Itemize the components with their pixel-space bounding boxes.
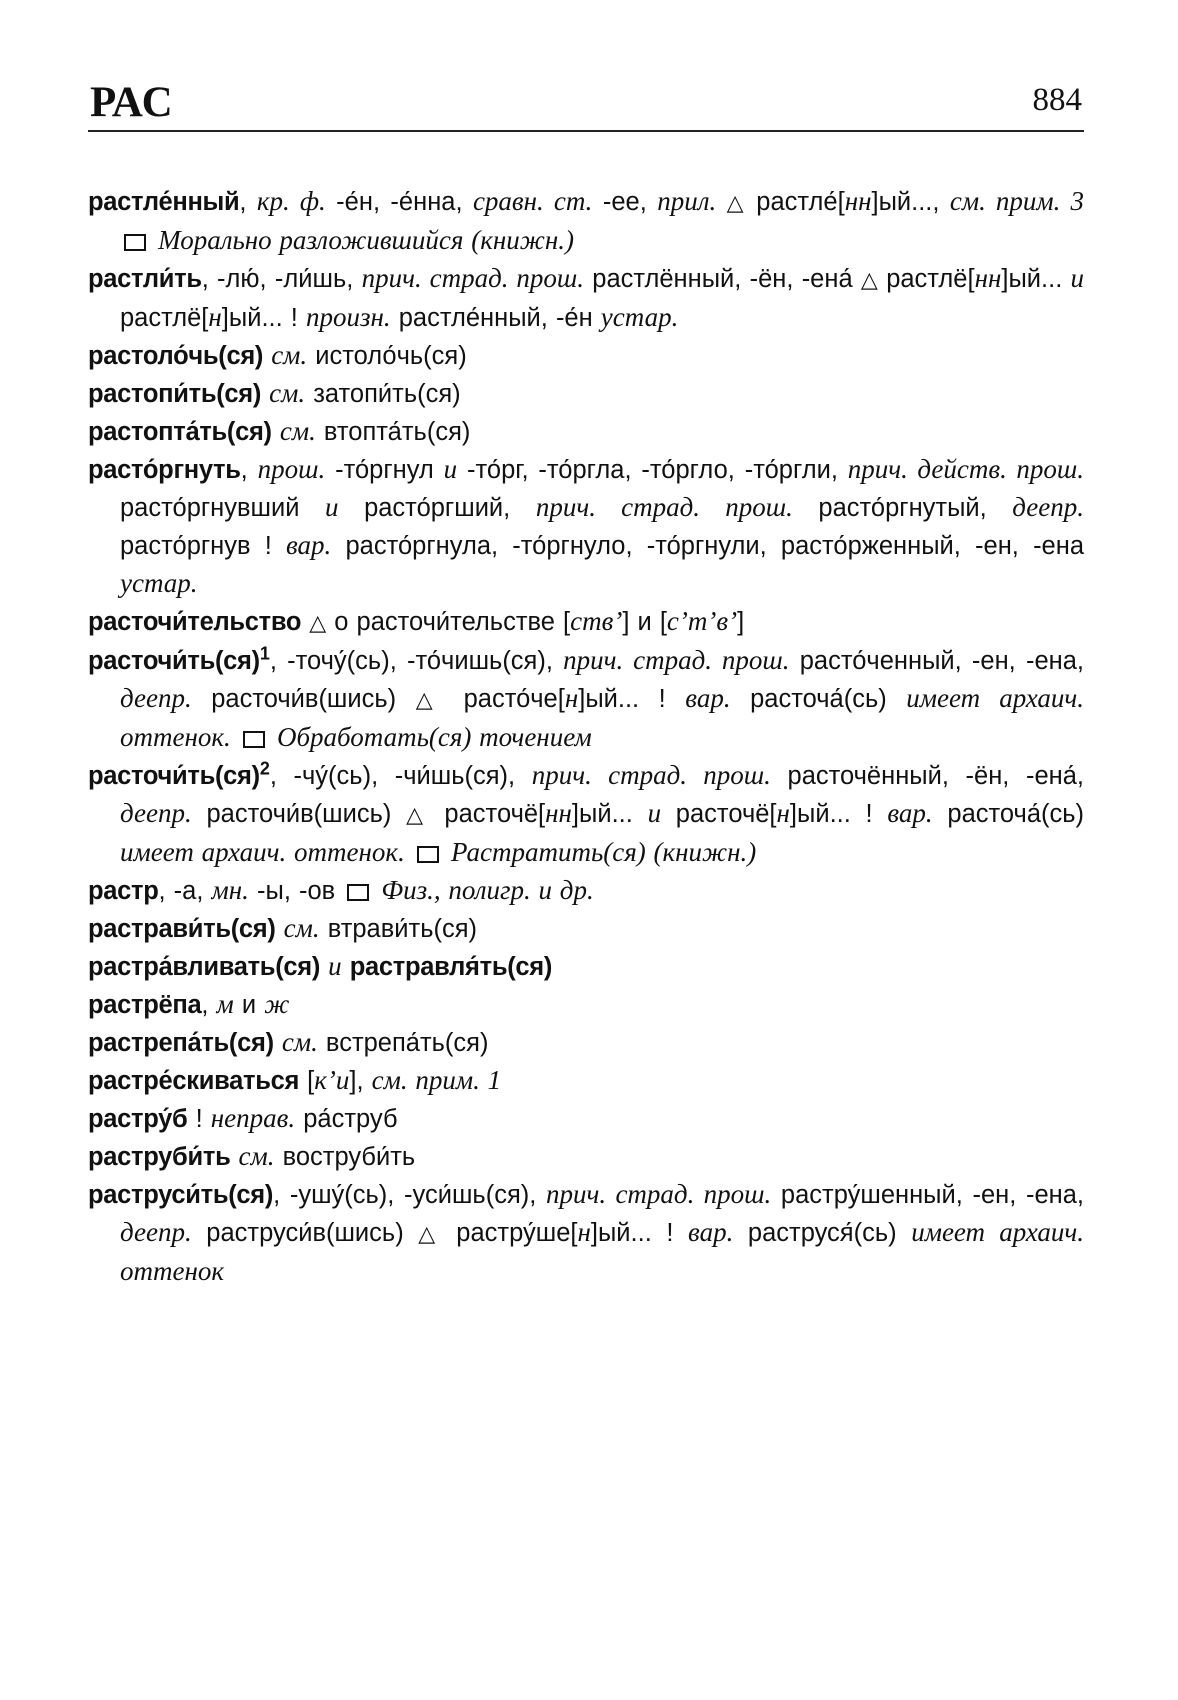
entry-text: ]ый... ! — [578, 685, 686, 713]
grammar-note: см. — [279, 416, 316, 446]
headword: растре́скиваться — [88, 1067, 300, 1095]
dictionary-entry — [88, 451, 1084, 603]
entry-text: , -точу́(сь), -то́чишь(ся), — [269, 647, 564, 675]
entry-text — [443, 839, 451, 867]
entry-text: расто́ргнутый, — [792, 494, 1013, 522]
grammar-note: вар. — [685, 683, 731, 713]
entry-text: и — [233, 991, 265, 1019]
header-rule — [88, 130, 1084, 132]
grammar-note: см. прим. 3 — [949, 186, 1084, 216]
grammar-note: н — [577, 1217, 591, 1247]
grammar-note: и — [328, 951, 342, 981]
entry-text: ], — [349, 1067, 372, 1095]
dictionary-entry — [88, 183, 1084, 260]
homonym-index: 1 — [259, 643, 270, 664]
grammar-note: прич. страд. прош. — [361, 263, 585, 293]
grammar-note: Растратить(ся) (книжн.) — [451, 837, 757, 867]
entry-text: -е́н, -е́нна, — [325, 188, 473, 216]
headword: растр — [88, 877, 159, 905]
entry-text — [320, 953, 328, 981]
entry-text: ]ый... — [571, 800, 648, 828]
entry-text — [276, 915, 284, 943]
entry-text: ]ый..., — [871, 188, 950, 216]
entry-text: расточи́в(шись) — [191, 685, 416, 713]
entry-text: , -лю́, -ли́шь, — [201, 265, 362, 293]
entry-text — [231, 724, 239, 752]
grammar-note: м — [216, 989, 234, 1019]
entry-text — [716, 188, 726, 216]
headword: растопи́ть(ся) — [88, 380, 262, 408]
grammar-note: н — [208, 302, 222, 332]
grammar-note: с’т’в’ — [666, 606, 738, 636]
grammar-note: ств’ — [570, 606, 623, 636]
entry-text: растру́ше[ — [441, 1219, 578, 1247]
entry-text: расточи́в(шись) — [191, 800, 407, 828]
entry-text: расточённый, -ён, -ена́, — [770, 762, 1084, 790]
grammar-note: имеет архаич. оттенок. — [120, 683, 1084, 752]
headword: расто́ргнуть — [88, 456, 241, 484]
entry-text: расто́ргнув ! — [120, 532, 287, 560]
entry-text: расточа́(сь) — [730, 685, 907, 713]
dictionary-entry — [88, 603, 1084, 642]
entry-text: истоло́чь(ся) — [307, 342, 467, 370]
page-header — [88, 72, 1084, 132]
dictionary-entry — [88, 1176, 1084, 1291]
entry-text: расточё[ — [661, 800, 777, 828]
entry-text: , — [240, 456, 258, 484]
entry-text: расто́ргнувший — [120, 494, 326, 522]
grammar-note: имеет архаич. оттенок — [120, 1217, 1085, 1286]
headword: расточи́ть(ся) — [88, 762, 260, 790]
dictionary-entry — [88, 757, 1084, 872]
grammar-note: Морально разложившийся (книжн.) — [158, 225, 574, 255]
grammar-note: нн — [844, 186, 872, 216]
dictionary-entry — [88, 910, 1084, 948]
entry-text: [ — [299, 1067, 315, 1095]
dictionary-entry — [88, 375, 1084, 413]
grammar-note: см. — [271, 340, 308, 370]
grammar-note: ж — [264, 989, 290, 1019]
entry-text: растлё[ — [120, 304, 209, 332]
entry-text: ]ый... ! — [789, 800, 888, 828]
entry-text: ]ый... ! — [590, 1219, 689, 1247]
entry-text: расто́ргнула, -то́ргнуло, -то́ргнули, расто́рженный, -ен, -ена — [331, 532, 1085, 560]
grammar-note: нн — [974, 263, 1002, 293]
grammar-note: и — [647, 798, 662, 828]
grammar-note: и — [325, 492, 339, 522]
headword: раструби́ть — [88, 1143, 231, 1171]
headword: растру́б — [88, 1105, 188, 1133]
grammar-note: прич. страд. прош. — [531, 760, 771, 790]
grammar-note: прош. — [257, 454, 326, 484]
grammar-note: деепр. — [120, 798, 192, 828]
entry-text: расто́ченный, -ен, -ена, — [789, 647, 1084, 675]
grammar-note: см. — [238, 1141, 275, 1171]
dictionary-entry — [88, 1138, 1084, 1176]
grammar-note: прич. страд. прош. — [563, 645, 790, 675]
entry-text — [261, 380, 269, 408]
entry-text — [405, 839, 413, 867]
headword: раструси́ть(ся) — [88, 1181, 274, 1209]
headword: расточи́ть(ся) — [88, 647, 260, 675]
grammar-note: и — [1070, 263, 1085, 293]
grammar-note: имеет архаич. оттенок. — [120, 837, 405, 867]
entry-text — [342, 953, 350, 981]
entry-text: растру́шенный, -ен, -ена, — [771, 1181, 1084, 1209]
running-head: РАС — [90, 79, 174, 126]
grammar-note: вар. — [887, 798, 933, 828]
triangle-icon: △ — [309, 611, 327, 636]
grammar-note: деепр. — [120, 1217, 192, 1247]
grammar-note: деепр. — [120, 683, 192, 713]
box-icon — [124, 234, 146, 251]
grammar-note: прич. действ. прош. — [847, 454, 1085, 484]
entry-text: о расточи́тельстве [ — [326, 608, 571, 636]
grammar-note: см. — [269, 378, 306, 408]
box-icon — [347, 884, 369, 901]
grammar-note: сравн. ст. — [472, 186, 593, 216]
grammar-note: прич. страд. прош. — [546, 1179, 772, 1209]
headword: растрепа́ть(ся) — [88, 1029, 274, 1057]
entry-text — [150, 227, 158, 255]
grammar-note: вар. — [688, 1217, 734, 1247]
box-icon — [417, 846, 439, 863]
entry-text — [230, 1143, 238, 1171]
entry-text: растлённый, -ён, -ена́ — [584, 265, 861, 293]
entry-text — [269, 724, 277, 752]
entry-text: , -ушу́(сь), -уси́шь(ся), — [273, 1181, 546, 1209]
entry-text: , — [201, 991, 217, 1019]
headword: растравля́ть(ся) — [349, 953, 553, 981]
entry-text: -то́рг, -то́ргла, -то́ргло, -то́ргли, — [457, 456, 848, 484]
entry-text: -ее, — [592, 188, 658, 216]
entry-text: ! — [187, 1105, 211, 1133]
entry-text: встрепа́ть(ся) — [317, 1029, 489, 1057]
grammar-note: см. — [283, 913, 320, 943]
grammar-note: Обработать(ся) точением — [276, 722, 592, 752]
headword: растрави́ть(ся) — [88, 915, 276, 943]
grammar-note: прил. — [657, 186, 717, 216]
grammar-note: нн — [545, 798, 572, 828]
dictionary-entry — [88, 1062, 1084, 1100]
entry-text: расточа́(сь) — [932, 800, 1085, 828]
entry-text — [272, 418, 280, 446]
grammar-note: прич. страд. прош. — [535, 492, 793, 522]
grammar-note: устар. — [600, 302, 679, 332]
dictionary-entry — [88, 260, 1084, 337]
entry-text: ] — [737, 608, 745, 636]
entry-text: ра́струб — [295, 1105, 398, 1133]
dictionary-entry — [88, 948, 1084, 986]
grammar-note: к’и — [314, 1065, 350, 1095]
grammar-note: см. прим. 1 — [371, 1065, 502, 1095]
entry-text: расто́ргший, — [338, 494, 536, 522]
entry-text: -ы, -ов — [248, 877, 344, 905]
entry-text: раструси́в(шись) — [191, 1219, 419, 1247]
entry-text: расто́че[ — [444, 685, 565, 713]
grammar-note: Физ., полигр. и др. — [381, 875, 594, 905]
headword: растоло́чь(ся) — [88, 342, 264, 370]
entry-text: -то́ргнул — [325, 456, 444, 484]
dictionary-entry — [88, 1024, 1084, 1062]
entry-text — [263, 342, 271, 370]
entry-text: растле́нный, -е́н — [390, 304, 601, 332]
page-number: 884 — [1032, 82, 1082, 118]
box-icon — [243, 731, 265, 748]
entry-text: воструби́ть — [274, 1143, 416, 1171]
headword: растле́нный — [88, 188, 240, 216]
grammar-note: мн. — [211, 875, 249, 905]
entry-text: , -а, — [158, 877, 212, 905]
entry-text: затопи́ть(ся) — [305, 380, 461, 408]
dictionary-entry — [88, 872, 1084, 910]
triangle-icon: △ — [406, 803, 430, 828]
entry-text: , -чу́(сь), -чи́шь(ся), — [269, 762, 532, 790]
headword: растра́вливать(ся) — [88, 953, 321, 981]
dictionary-entry — [88, 986, 1084, 1024]
headword: растопта́ть(ся) — [88, 418, 272, 446]
triangle-icon: △ — [415, 688, 445, 713]
triangle-icon: △ — [418, 1222, 442, 1247]
triangle-icon: △ — [860, 268, 878, 293]
entry-text: растле́[ — [745, 188, 845, 216]
dictionary-entry — [88, 1100, 1084, 1138]
entry-text: ]ый... — [1001, 265, 1071, 293]
entry-text — [274, 1029, 282, 1057]
entry-list — [88, 183, 1084, 1291]
grammar-note: устар. — [120, 568, 198, 598]
grammar-note: см. — [281, 1027, 318, 1057]
entry-text: втопта́ть(ся) — [315, 418, 471, 446]
entry-text: раструся́(сь) — [733, 1219, 912, 1247]
grammar-note: произн. — [305, 302, 391, 332]
triangle-icon: △ — [726, 191, 746, 216]
grammar-note: вар. — [286, 530, 332, 560]
entry-text: растлё[ — [877, 265, 975, 293]
grammar-note: неправ. — [210, 1103, 296, 1133]
dictionary-entry — [88, 337, 1084, 375]
entry-text: втрави́ть(ся) — [319, 915, 478, 943]
grammar-note: деепр. — [1012, 492, 1085, 522]
entry-text: ] и [ — [622, 608, 667, 636]
homonym-index: 2 — [259, 758, 270, 779]
grammar-note: н — [776, 798, 790, 828]
entry-text: , — [239, 188, 257, 216]
headword: расточи́тельство — [88, 608, 302, 636]
dictionary-entry — [88, 642, 1084, 757]
grammar-note: и — [443, 454, 458, 484]
dictionary-entry — [88, 413, 1084, 451]
grammar-note: н — [564, 683, 579, 713]
entry-text: ]ый... ! — [221, 304, 306, 332]
entry-text: расточё[ — [429, 800, 546, 828]
headword: растрёпа — [88, 991, 202, 1019]
headword: растли́ть — [88, 265, 202, 293]
grammar-note: кр. ф. — [256, 186, 326, 216]
